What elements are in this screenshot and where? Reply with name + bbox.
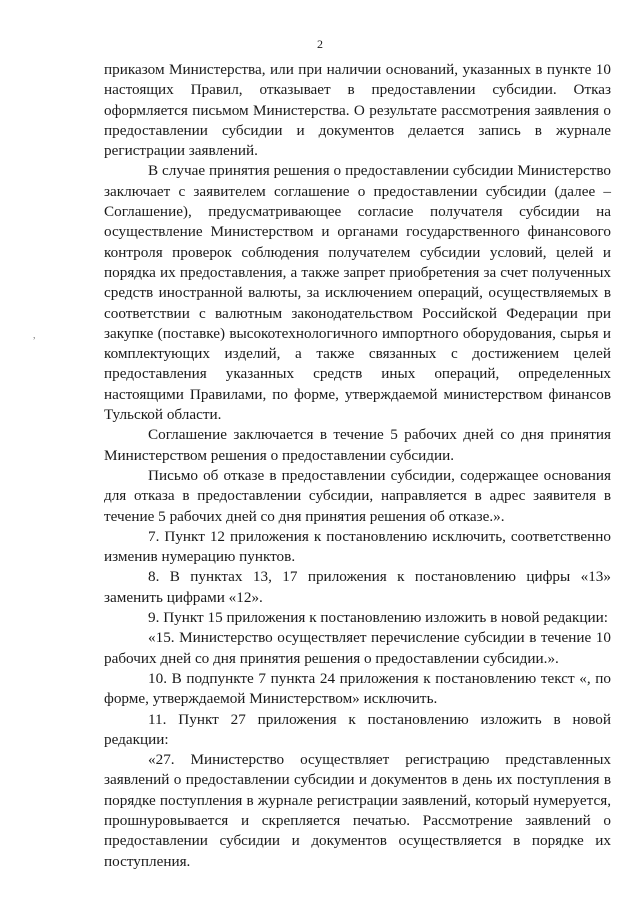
margin-mark: , [33, 330, 36, 341]
paragraph-agreement-term: Соглашение заключается в течение 5 рабочих дней со дня принятия Министерством решения о предоставлении субсидии. [104, 426, 611, 464]
paragraph-item-11: 11. Пункт 27 приложения к постановлению изложить в новой редакции: [104, 710, 611, 748]
paragraph-item-15-new: «15. Министерство осуществляет перечисление субсидии в течение 10 рабочих дней со дня принятия решения о предоставлении субсидии.». [104, 629, 611, 667]
paragraph-agreement-conclusion: В случае принятия решения о предоставлении субсидии Министерство заключает с заявителем соглашение о предоставлении субсидии (далее – Соглашение), предусматривающее согласие получателя субсидии на осуществление Министерством и органами государственного финансового контроля проверок соблюдения получателем субсидии условий, целей и порядка их предоставления, а также запрет приобретения за счет полученных средств иностранной валюты, за исключением операций, осуществляемых в соответствии с валютным законодательством Российской Федерации при закупке (поставке) высокотехнологичного импортного оборудования, сырья и комплектующих изделий, а также связанных с достижением целей предоставления указанных средств иных операций, определенных настоящими Правилами, по форме, утверждаемой министерством финансов Тульской области. [104, 162, 611, 424]
page-number: 2 [317, 37, 323, 51]
paragraph-continuation: приказом Министерства, или при наличии оснований, указанных в пункте 10 настоящих Правил, отказывает в предоставлении субсидии. Отказ оформляется письмом Министерства. О результате рассмотрения заявления о предоставлении субсидии и документов делается запись в журнале регистрации заявлений. [104, 61, 611, 160]
paragraph-refusal-letter: Письмо об отказе в предоставлении субсидии, содержащее основания для отказа в предоставлении субсидии, направляется в адрес заявителя в течение 5 рабочих дней со дня принятия решения об отказе.». [104, 466, 611, 525]
paragraph-item-10: 10. В подпункте 7 пункта 24 приложения к постановлению текст «, по форме, утверждаемой Министерством» исключить. [104, 669, 611, 708]
paragraph-item-7: 7. Пункт 12 приложения к постановлению исключить, соответственно изменив нумерацию пунктов. [104, 527, 611, 566]
paragraph-item-9: 9. Пункт 15 приложения к постановлению изложить в новой редакции: [148, 609, 608, 627]
paragraph-item-27-new: «27. Министерство осуществляет регистрацию представленных заявлений о предоставлении субсидии и документов в день их поступления в порядке поступления в журнале регистрации заявлений, который нумеруется, прошнуровывается и скрепляется печатью. Рассмотрение заявлений о предоставлении субсидии и документов осуществляется в порядке их поступления. [104, 751, 611, 870]
document-body [104, 60, 611, 872]
paragraph-item-8: 8. В пунктах 13, 17 приложения к постановлению цифры «13» заменить цифрами «12». [104, 568, 611, 606]
